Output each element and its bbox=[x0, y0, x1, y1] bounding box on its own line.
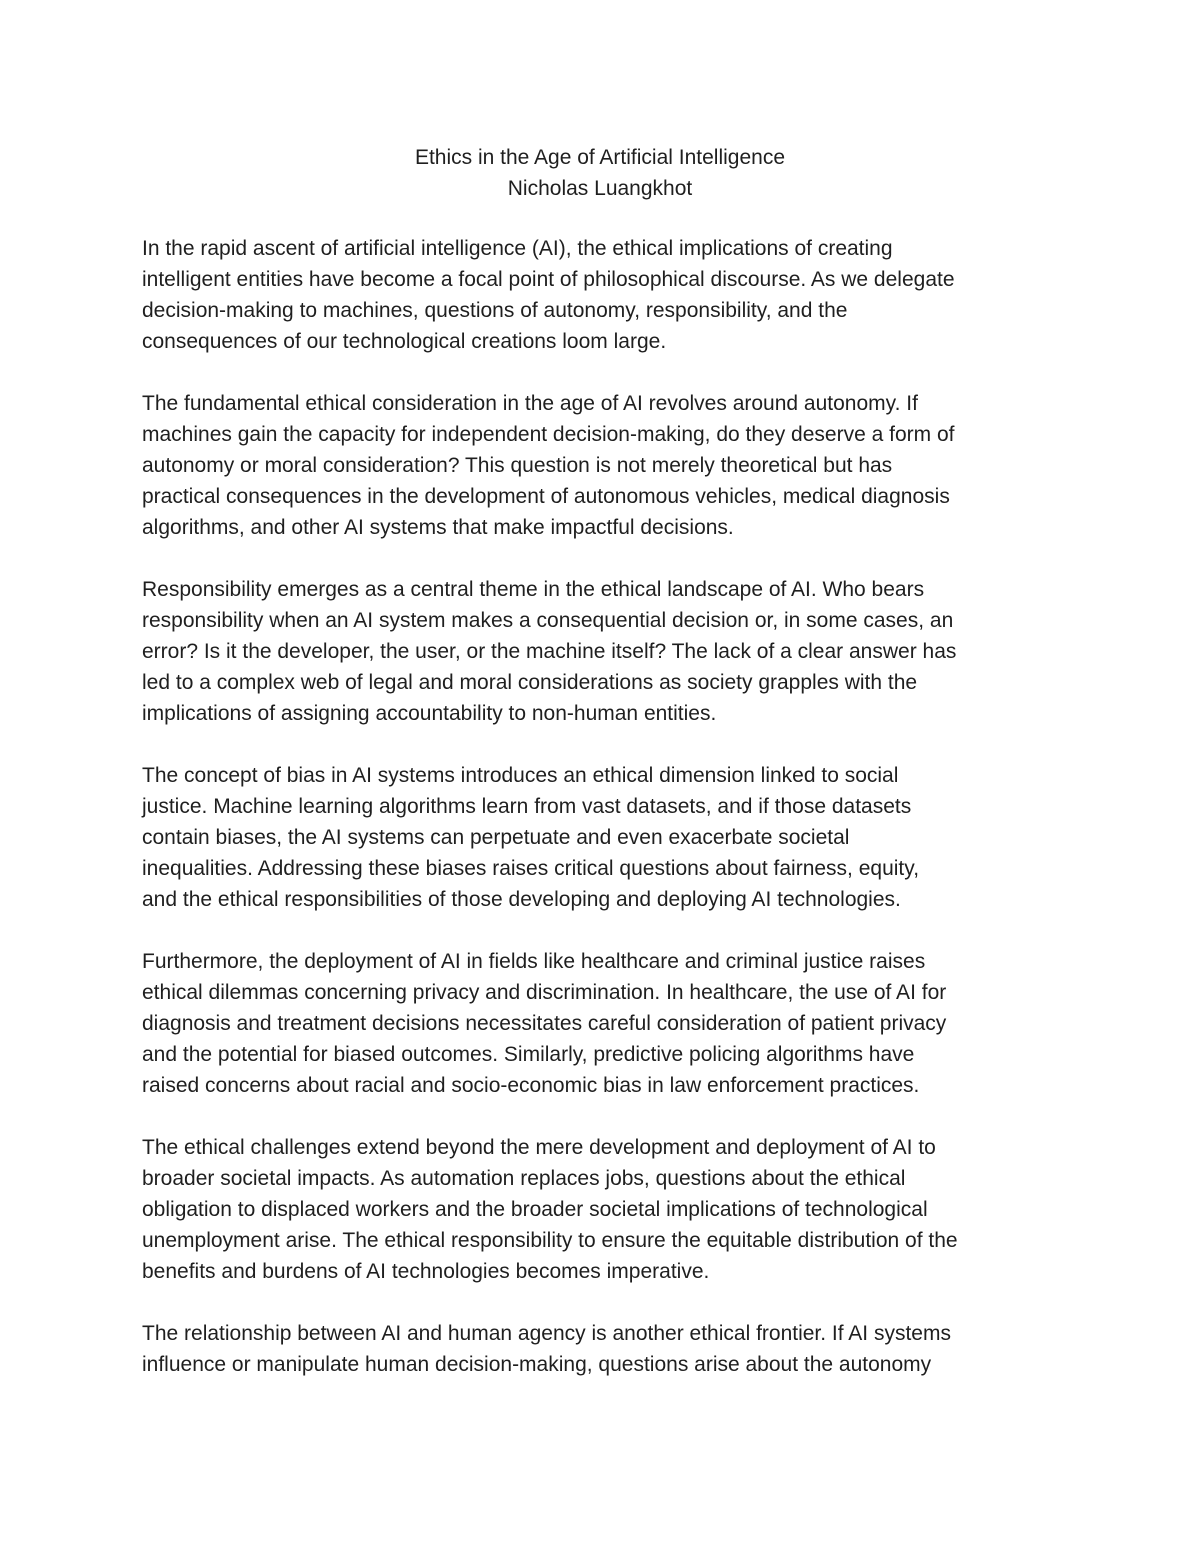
paragraph-line: autonomy or moral consideration? This question is not merely theoretical but has bbox=[142, 454, 893, 477]
paragraph-line: machines gain the capacity for independent decision-making, do they deserve a form of bbox=[142, 423, 955, 446]
paragraph-line: diagnosis and treatment decisions necessitates careful consideration of patient privacy bbox=[142, 1012, 947, 1035]
paragraph bbox=[142, 233, 1062, 357]
paragraph-line: inequalities. Addressing these biases raises critical questions about fairness, equity, bbox=[142, 857, 920, 880]
paragraph-line: responsibility when an AI system makes a consequential decision or, in some cases, an bbox=[142, 609, 954, 632]
paragraph-line: and the ethical responsibilities of those developing and deploying AI technologies. bbox=[142, 888, 901, 911]
paragraph-line: broader societal impacts. As automation replaces jobs, questions about the ethical bbox=[142, 1167, 906, 1190]
paragraph-line: contain biases, the AI systems can perpetuate and even exacerbate societal bbox=[142, 826, 850, 849]
paragraph-line: raised concerns about racial and socio-economic bias in law enforcement practices. bbox=[142, 1074, 920, 1097]
paragraph-line: justice. Machine learning algorithms learn from vast datasets, and if those datasets bbox=[142, 795, 912, 818]
paragraph bbox=[142, 946, 1062, 1101]
paragraph-line: intelligent entities have become a focal point of philosophical discourse. As we delegate bbox=[142, 268, 955, 291]
paragraph-line: The ethical challenges extend beyond the mere development and deployment of AI to bbox=[142, 1136, 936, 1159]
paragraph-line: The concept of bias in AI systems introduces an ethical dimension linked to social bbox=[142, 764, 899, 787]
paragraph-line: and the potential for biased outcomes. Similarly, predictive policing algorithms have bbox=[142, 1043, 915, 1066]
paragraph-line: Responsibility emerges as a central theme in the ethical landscape of AI. Who bears bbox=[142, 578, 925, 601]
paragraph-line: influence or manipulate human decision-making, questions arise about the autonomy bbox=[142, 1353, 932, 1376]
paragraph-line: error? Is it the developer, the user, or the machine itself? The lack of a clear answer has bbox=[142, 640, 957, 663]
paragraph-line: implications of assigning accountability to non-human entities. bbox=[142, 702, 717, 725]
paragraph bbox=[142, 1318, 1062, 1380]
paragraph-line: Furthermore, the deployment of AI in fields like healthcare and criminal justice raises bbox=[142, 950, 926, 973]
paragraph-line: The fundamental ethical consideration in the age of AI revolves around autonomy. If bbox=[142, 392, 918, 415]
paragraph-line: led to a complex web of legal and moral considerations as society grapples with the bbox=[142, 671, 918, 694]
document-title: Ethics in the Age of Artificial Intelligence bbox=[414, 146, 786, 169]
paragraph-line: unemployment arise. The ethical responsibility to ensure the equitable distribution of the bbox=[142, 1229, 958, 1252]
paragraph bbox=[142, 1132, 1062, 1287]
paragraph-line: The relationship between AI and human agency is another ethical frontier. If AI systems bbox=[142, 1322, 951, 1345]
paragraph bbox=[142, 574, 1062, 729]
paragraph-line: algorithms, and other AI systems that make impactful decisions. bbox=[142, 516, 734, 539]
paragraph-line: practical consequences in the development of autonomous vehicles, medical diagnosis bbox=[142, 485, 950, 508]
paragraph bbox=[142, 760, 1062, 915]
paragraph bbox=[142, 388, 1062, 543]
paragraph-line: ethical dilemmas concerning privacy and discrimination. In healthcare, the use of AI for bbox=[142, 981, 947, 1004]
document-author: Nicholas Luangkhot bbox=[507, 177, 693, 200]
title-block bbox=[0, 142, 1200, 204]
paragraph-line: decision-making to machines, questions of autonomy, responsibility, and the bbox=[142, 299, 848, 322]
paragraph-line: obligation to displaced workers and the broader societal implications of technological bbox=[142, 1198, 928, 1221]
document-body bbox=[142, 233, 1062, 1411]
paragraph-line: benefits and burdens of AI technologies becomes imperative. bbox=[142, 1260, 710, 1283]
paragraph-line: In the rapid ascent of artificial intelligence (AI), the ethical implications of creating bbox=[142, 237, 893, 260]
paragraph-line: consequences of our technological creations loom large. bbox=[142, 330, 667, 353]
